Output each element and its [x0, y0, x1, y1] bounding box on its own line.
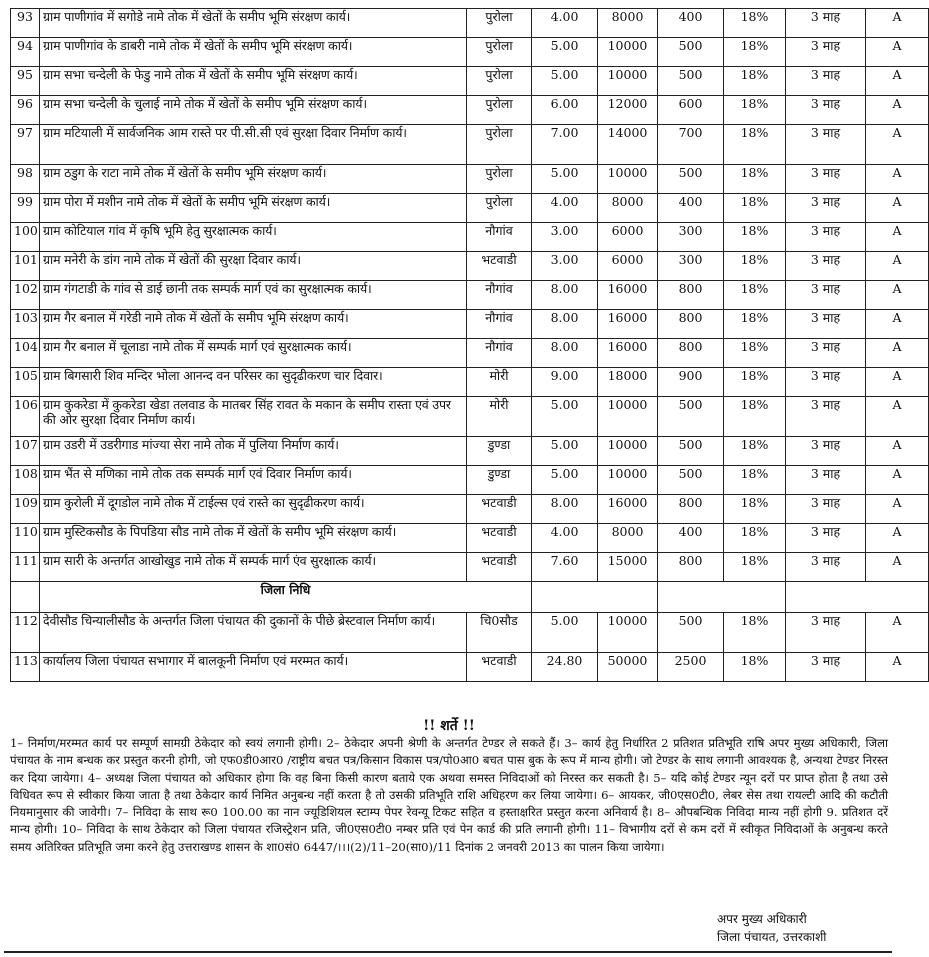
contractor-class: A [866, 466, 929, 495]
earnest-money: 16000 [598, 310, 658, 339]
contractor-class: A [866, 524, 929, 553]
tender-fee: 500 [658, 38, 724, 67]
earnest-money: 16000 [598, 281, 658, 310]
earnest-money: 6000 [598, 252, 658, 281]
work-description: ग्राम सारी के अन्तर्गत आखोखुड नामे तोक में सम्पर्क मार्ग एंव सुरक्षात्क कार्य। [40, 553, 467, 582]
tender-fee: 500 [658, 165, 724, 194]
work-description: ग्राम उडरी में उडरीगाड मांज्या सेरा नामे तोक में पुलिया निर्माण कार्य। [40, 437, 467, 466]
contractor-class: A [866, 9, 929, 38]
estimated-cost: 4.00 [532, 524, 598, 553]
earnest-money: 8000 [598, 524, 658, 553]
signatory-title: अपर मुख्य अधिकारी [717, 912, 807, 926]
earnest-money: 8000 [598, 9, 658, 38]
serial-number: 103 [11, 310, 40, 339]
completion-period: 3 माह [786, 368, 866, 397]
block-name: नौगांव [467, 339, 532, 368]
serial-number: 106 [11, 397, 40, 437]
tender-fee: 500 [658, 397, 724, 437]
earnest-money: 10000 [598, 397, 658, 437]
completion-period: 3 माह [786, 553, 866, 582]
earnest-money: 10000 [598, 466, 658, 495]
block-name: पुरोला [467, 9, 532, 38]
serial-number: 97 [11, 125, 40, 165]
earnest-money: 16000 [598, 339, 658, 368]
work-description: ग्राम गैर बनाल में गरेडी नामे तोक में खेतों के समीप भूमि संरक्षण कार्य। [40, 310, 467, 339]
estimated-cost: 8.00 [532, 281, 598, 310]
estimated-cost: 3.00 [532, 252, 598, 281]
block-name: पुरोला [467, 38, 532, 67]
gst-rate: 18% [724, 67, 786, 96]
serial-number: 107 [11, 437, 40, 466]
completion-period: 3 माह [786, 466, 866, 495]
block-name: पुरोला [467, 125, 532, 165]
contractor-class: A [866, 310, 929, 339]
estimated-cost: 3.00 [532, 223, 598, 252]
contractor-class: A [866, 67, 929, 96]
earnest-money: 6000 [598, 223, 658, 252]
earnest-money: 18000 [598, 368, 658, 397]
serial-number: 102 [11, 281, 40, 310]
serial-number: 101 [11, 252, 40, 281]
table-row [11, 437, 929, 466]
earnest-money: 50000 [598, 653, 658, 682]
gst-rate: 18% [724, 310, 786, 339]
work-description: ग्राम पाणीगांव के डाबरी नामे तोक में खेतों के समीप भूमि संरक्षण कार्य। [40, 38, 467, 67]
block-name: पुरोला [467, 96, 532, 125]
work-description: ग्राम बिगसारी शिव मन्दिर भोला आनन्द वन परिसर का सुदृढीकरण चार दिवार। [40, 368, 467, 397]
table-row [11, 368, 929, 397]
contractor-class: A [866, 495, 929, 524]
completion-period: 3 माह [786, 223, 866, 252]
table-row [11, 125, 929, 165]
estimated-cost: 5.00 [532, 165, 598, 194]
block-name: भटवाडी [467, 524, 532, 553]
terms-block [10, 718, 888, 856]
block-name: भटवाडी [467, 653, 532, 682]
section-title: जिला निधि [40, 582, 532, 613]
gst-rate: 18% [724, 125, 786, 165]
gst-rate: 18% [724, 165, 786, 194]
table-row [11, 223, 929, 252]
serial-number: 100 [11, 223, 40, 252]
work-description: कार्यालय जिला पंचायत सभागार में बालकूनी निर्माण एवं मरम्मत कार्य। [40, 653, 467, 682]
earnest-money: 16000 [598, 495, 658, 524]
completion-period: 3 माह [786, 613, 866, 653]
work-description: ग्राम मनेरी के डांग नामे तोक में खेतों की सुरक्षा दिवार कार्य। [40, 252, 467, 281]
terms-text: 1– निर्माण/मरम्मत कार्य पर सम्पूर्ण सामग्री ठेकेदार को स्वयं लगानी होगी। 2– ठेकेदार अपनी श्रेणी के अन्तर्गत टेण्डर ले सकते हैं। 3– कार्य हेतु निर्धारित 2 प्रतिशत प्रतिभूति राषि अपर मुख्य अधिकारी, जिला पंचायत के नाम बन्धक कर प्रस्तुत करनी होगी, जो एफ0डी0आर0 /राष्ट्रीय बचत पत्र/किसान विकास पत्र/पो0आ0 बचत पास बुक के रूप में मान्य होगी। जो टेण्डर के साथ लगानी आवश्यक है, अन्यथा टेण्डर निरस्त कर दिया जायेगा। 4– अध्यक्ष जिला पंचायत को अधिकार होगा कि वह बिना किसी कारण बताये एक अथवा समस्त निविदाओं को निरस्त कर सकती है। 5– यदि कोई टेण्डर न्यून दरों पर प्राप्त होता है तथा उसे विधिवत रूप से स्वीकार किया जाता है तथा ठेकेदार कार्य निमित अनुबन्ध नहीं करता है तो उसकी प्रतिभूति राशि अधिहरण कर लिया जायेगा। 6– आयकर, जी0एस0टी0, लेबर सेस तथा रायल्टी आदि की कटौती नियमानुसार की जावेगी। 7– निविदा के साथ रू0 100.00 का नान ज्यूडिशियल स्टाम्प पेपर रेवन्यू टिकट सहित व हस्ताक्षरित प्रस्तुत करना अनिवार्य है। 8– औपबन्धिक निविदा मान्य नहीं होगी 9. प्रतिशत दरें मान्य होगी। 10– निविदा के साथ ठेकेदार को जिला पंचायत रजिस्ट्रेशन प्रति, जी0एस0टी0 नम्बर प्रति एवं पेन कार्ड की प्रति लगानी होगी। 11– विभागीय दरों से कम दरों में स्वीकृत निविदाओं के अनुबन्ध करते समय अतिरिक्त प्रतिभूति जमा करने हेतु उत्तराखण्ड शासन के शा0सं0 6447/।।।(2)/11–20(सा0)/11 दिनांक 2 जनवरी 2013 का पालन किया जायेगा। [10, 736, 888, 854]
contractor-class: A [866, 252, 929, 281]
table-row [11, 653, 929, 682]
gst-rate: 18% [724, 368, 786, 397]
tender-fee: 500 [658, 466, 724, 495]
tender-fee: 400 [658, 9, 724, 38]
tender-fee: 800 [658, 310, 724, 339]
work-description: ग्राम कुकरेडा में कुकरेडा खेडा तलवाड के मातबर सिंह रावत के मकान के समीप रास्ता एवं उपर की ओर सुरक्षा दिवार निर्माण कार्य। [40, 397, 467, 437]
completion-period: 3 माह [786, 653, 866, 682]
completion-period: 3 माह [786, 339, 866, 368]
serial-number: 110 [11, 524, 40, 553]
contractor-class: A [866, 553, 929, 582]
earnest-money: 10000 [598, 38, 658, 67]
contractor-class: A [866, 339, 929, 368]
block-name: डुण्डा [467, 437, 532, 466]
contractor-class: A [866, 223, 929, 252]
earnest-money: 15000 [598, 553, 658, 582]
table-row [11, 165, 929, 194]
empty-cell [658, 582, 786, 613]
serial-number: 98 [11, 165, 40, 194]
serial-number: 111 [11, 553, 40, 582]
estimated-cost: 5.00 [532, 613, 598, 653]
work-description: ग्राम मुस्टिकसौड के पिपडिया सौड नामे तोक में खेतों के समीप भूमि संरक्षण कार्य। [40, 524, 467, 553]
earnest-money: 14000 [598, 125, 658, 165]
table-row [11, 613, 929, 653]
block-name: नौगांव [467, 281, 532, 310]
gst-rate: 18% [724, 252, 786, 281]
serial-number: 95 [11, 67, 40, 96]
serial-number: 99 [11, 194, 40, 223]
earnest-money: 10000 [598, 165, 658, 194]
serial-number: 109 [11, 495, 40, 524]
table-row [11, 397, 929, 437]
tender-fee: 500 [658, 437, 724, 466]
work-description: ग्राम सभा चन्देली के चुलाई नामे तोक में खेतों के समीप भूमि संरक्षण कार्य। [40, 96, 467, 125]
tender-fee: 800 [658, 339, 724, 368]
work-description: ग्राम पाणीगांव में सगोडे नामे तोक में खेतों के समीप भूमि संरक्षण कार्य। [40, 9, 467, 38]
estimated-cost: 5.00 [532, 38, 598, 67]
estimated-cost: 4.00 [532, 9, 598, 38]
completion-period: 3 माह [786, 9, 866, 38]
earnest-money: 10000 [598, 613, 658, 653]
table-row [11, 281, 929, 310]
gst-rate: 18% [724, 9, 786, 38]
gst-rate: 18% [724, 553, 786, 582]
gst-rate: 18% [724, 524, 786, 553]
work-description: ग्राम मटियाली में सार्वजनिक आम रास्ते पर पी.सी.सी एवं सुरक्षा दिवार निर्माण कार्य। [40, 125, 467, 165]
table-row [11, 9, 929, 38]
tender-table [10, 8, 929, 682]
estimated-cost: 7.00 [532, 125, 598, 165]
contractor-class: A [866, 194, 929, 223]
signatory-office: जिला पंचायत, उत्तरकाशी [717, 930, 827, 944]
block-name: डुण्डा [467, 466, 532, 495]
table-row [11, 38, 929, 67]
block-name: चि0सौड [467, 613, 532, 653]
completion-period: 3 माह [786, 125, 866, 165]
completion-period: 3 माह [786, 38, 866, 67]
work-description: ग्राम भैंत से मणिका नामे तोक तक सम्पर्क मार्ग एवं दिवार निर्माण कार्य। [40, 466, 467, 495]
contractor-class: A [866, 281, 929, 310]
serial-number: 104 [11, 339, 40, 368]
empty-cell [532, 582, 658, 613]
contractor-class: A [866, 437, 929, 466]
work-description: ग्राम सभा चन्देली के फेडु नामे तोक में खेतों के समीप भूमि संरक्षण कार्य। [40, 67, 467, 96]
work-description: ग्राम ठडुग के राटा नामे तोक में खेतों के समीप भूमि संरक्षण कार्य। [40, 165, 467, 194]
contractor-class: A [866, 397, 929, 437]
table-row [11, 67, 929, 96]
work-description: ग्राम पोरा में मशीन नामे तोक में खेतों के समीप भूमि संरक्षण कार्य। [40, 194, 467, 223]
table-row [11, 194, 929, 223]
contractor-class: A [866, 653, 929, 682]
earnest-money: 10000 [598, 67, 658, 96]
block-name: मोरी [467, 368, 532, 397]
earnest-money: 8000 [598, 194, 658, 223]
gst-rate: 18% [724, 466, 786, 495]
completion-period: 3 माह [786, 524, 866, 553]
gst-rate: 18% [724, 495, 786, 524]
tender-fee: 300 [658, 252, 724, 281]
estimated-cost: 24.80 [532, 653, 598, 682]
completion-period: 3 माह [786, 67, 866, 96]
table-row [11, 339, 929, 368]
estimated-cost: 5.00 [532, 67, 598, 96]
work-description: ग्राम गैर बनाल में चूलाडा नामे तोक में सम्पर्क मार्ग एवं सुरक्षात्मक कार्य। [40, 339, 467, 368]
table-row [11, 524, 929, 553]
serial-number: 93 [11, 9, 40, 38]
tender-fee: 800 [658, 553, 724, 582]
signature-block [717, 910, 887, 946]
estimated-cost: 9.00 [532, 368, 598, 397]
completion-period: 3 माह [786, 495, 866, 524]
serial-number: 113 [11, 653, 40, 682]
earnest-money: 10000 [598, 437, 658, 466]
contractor-class: A [866, 125, 929, 165]
table-row [11, 495, 929, 524]
block-name: पुरोला [467, 165, 532, 194]
work-description: ग्राम कोटियाल गांव में कृषि भूमि हेतु सुरक्षात्मक कार्य। [40, 223, 467, 252]
completion-period: 3 माह [786, 252, 866, 281]
table-row [11, 252, 929, 281]
table-row [11, 310, 929, 339]
tender-notice [10, 8, 902, 682]
estimated-cost: 7.60 [532, 553, 598, 582]
gst-rate: 18% [724, 38, 786, 67]
block-name: पुरोला [467, 194, 532, 223]
work-description: ग्राम गंगटाडी के गांव से डाई छानी तक सम्पर्क मार्ग एवं का सुरक्षात्मक कार्य। [40, 281, 467, 310]
completion-period: 3 माह [786, 397, 866, 437]
tender-fee: 500 [658, 613, 724, 653]
block-name: भटवाडी [467, 252, 532, 281]
gst-rate: 18% [724, 613, 786, 653]
work-description: देवीसौड चिन्यालीसौड के अन्तर्गत जिला पंचायत की दुकानों के पीछे ब्रेस्टवाल निर्माण कार्य। [40, 613, 467, 653]
completion-period: 3 माह [786, 165, 866, 194]
estimated-cost: 5.00 [532, 437, 598, 466]
contractor-class: A [866, 368, 929, 397]
block-name: पुरोला [467, 67, 532, 96]
estimated-cost: 8.00 [532, 339, 598, 368]
contractor-class: A [866, 165, 929, 194]
contractor-class: A [866, 96, 929, 125]
tender-fee: 900 [658, 368, 724, 397]
estimated-cost: 8.00 [532, 310, 598, 339]
block-name: भटवाडी [467, 553, 532, 582]
tender-fee: 700 [658, 125, 724, 165]
serial-number: 96 [11, 96, 40, 125]
contractor-class: A [866, 613, 929, 653]
tender-fee: 300 [658, 223, 724, 252]
tender-fee: 500 [658, 67, 724, 96]
gst-rate: 18% [724, 223, 786, 252]
serial-number: 105 [11, 368, 40, 397]
completion-period: 3 माह [786, 281, 866, 310]
table-row [11, 466, 929, 495]
estimated-cost: 4.00 [532, 194, 598, 223]
gst-rate: 18% [724, 339, 786, 368]
serial-number: 108 [11, 466, 40, 495]
completion-period: 3 माह [786, 310, 866, 339]
block-name: मोरी [467, 397, 532, 437]
estimated-cost: 8.00 [532, 495, 598, 524]
estimated-cost: 6.00 [532, 96, 598, 125]
completion-period: 3 माह [786, 96, 866, 125]
block-name: भटवाडी [467, 495, 532, 524]
block-name: नौगांव [467, 310, 532, 339]
gst-rate: 18% [724, 653, 786, 682]
gst-rate: 18% [724, 281, 786, 310]
tender-fee: 800 [658, 281, 724, 310]
serial-number: 94 [11, 38, 40, 67]
terms-heading: !! शर्ते !! [423, 718, 475, 734]
tender-fee: 2500 [658, 653, 724, 682]
tender-fee: 400 [658, 524, 724, 553]
estimated-cost: 5.00 [532, 397, 598, 437]
gst-rate: 18% [724, 194, 786, 223]
section-row [11, 582, 929, 613]
table-row [11, 553, 929, 582]
contractor-class: A [866, 38, 929, 67]
empty-cell [11, 582, 40, 613]
bottom-rule [4, 951, 892, 953]
completion-period: 3 माह [786, 437, 866, 466]
serial-number: 112 [11, 613, 40, 653]
estimated-cost: 5.00 [532, 466, 598, 495]
completion-period: 3 माह [786, 194, 866, 223]
tender-fee: 600 [658, 96, 724, 125]
tender-fee: 800 [658, 495, 724, 524]
earnest-money: 12000 [598, 96, 658, 125]
gst-rate: 18% [724, 96, 786, 125]
gst-rate: 18% [724, 437, 786, 466]
block-name: नौगांव [467, 223, 532, 252]
work-description: ग्राम कुरोली में दूगडोल नामे तोक में टाईल्स एवं रास्ते का सुदृढीकरण कार्य। [40, 495, 467, 524]
empty-cell [786, 582, 929, 613]
tender-fee: 400 [658, 194, 724, 223]
gst-rate: 18% [724, 397, 786, 437]
table-row [11, 96, 929, 125]
